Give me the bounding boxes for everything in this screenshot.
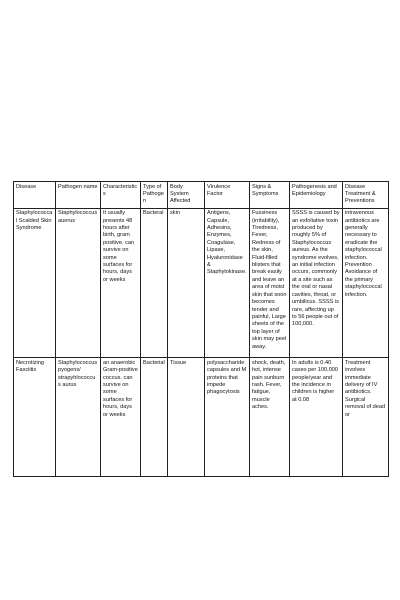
header-type-of-pathogen: Type of Pathogen (141, 182, 168, 209)
cell-pathogen-name: Staphylococcus pyogens/ strapyhlococcus aurus (56, 358, 101, 477)
cell-disease: Necrotizing Fasciitis (14, 358, 56, 477)
cell-type-of-pathogen: Bacteral (141, 208, 168, 358)
cell-treatment-preventions: Treatment involves immediate delivery of IV antibiotics. Surgical removal of dead or (343, 358, 389, 477)
header-pathogen-name: Pathogen name (56, 182, 101, 209)
cell-disease: Staphylococcal Scalded Skin Syndrome (14, 208, 56, 358)
cell-body-system-affected: Tissue (168, 358, 205, 477)
table-row (14, 208, 389, 358)
cell-signs-symptoms: Fussiness (irritability), Tiredness, Fever, Redness of the skin, Fluid-filled blisters that break easily and leave an area of moist skin that soon becomes tender and painful, Large sheets of the top layer of skin may peel away. (250, 208, 290, 358)
header-characteristics: Characteristics (101, 182, 141, 209)
cell-pathogen-name: Staphylococcus auerus (56, 208, 101, 358)
cell-pathogenesis-epidemiology: SSSS is caused by an exfoliative toxin produced by roughly 5% of Staphylococcus aureus. As the syndrome evolves, an initial infection occurs, commonly at a site such as the oral or nasal cavities, throat, or umbilicus. SSSS is rare, affecting up to 56 people out of 100,000. (290, 208, 343, 358)
table-header-row (14, 182, 389, 209)
cell-virulence-factor: Antigens, Capsule, Adhesins, Enzymes, Coagulase, Lipase, Hyaluronidase & Staphylokinase. (205, 208, 250, 358)
cell-virulence-factor: polysaccharide capsules and M proteins that impede phagocytosis (205, 358, 250, 477)
cell-pathogenesis-epidemiology: In adults is 0.40 cases per 100,000 people/year and the incidence in children is higher at 0.08 (290, 358, 343, 477)
header-signs-symptoms: Signs & Symptoms (250, 182, 290, 209)
cell-signs-symptoms: shock, death, hot, intense pain sunburn rash. Fever, fatigue, muscle aches. (250, 358, 290, 477)
header-disease: Disease (14, 182, 56, 209)
header-treatment-preventions: Disease Treatment & Preventions (343, 182, 389, 209)
pathogen-table (13, 181, 389, 477)
cell-characteristics: an anaerobic Gram-positive coccus. can survive on some surfaces for hours, days or weeks (101, 358, 141, 477)
header-virulence-factor: Virulence Factor (205, 182, 250, 209)
header-body-system-affected: Body System Affected (168, 182, 205, 209)
cell-body-system-affected: skin (168, 208, 205, 358)
cell-characteristics: It usually presents 48 hours after birth, gram positive. can survive on some surfaces for hours, days or weeks (101, 208, 141, 358)
table-row (14, 358, 389, 477)
header-pathogenesis-epidemiology: Pathogenesis and Epidemiology (290, 182, 343, 209)
cell-type-of-pathogen: Bacterial (141, 358, 168, 477)
cell-treatment-preventions: intravenous antibiotics are generally necessary to eradicate the staphylococcal infection. Prevention Avoidance of the primary staphylococcal infection. (343, 208, 389, 358)
